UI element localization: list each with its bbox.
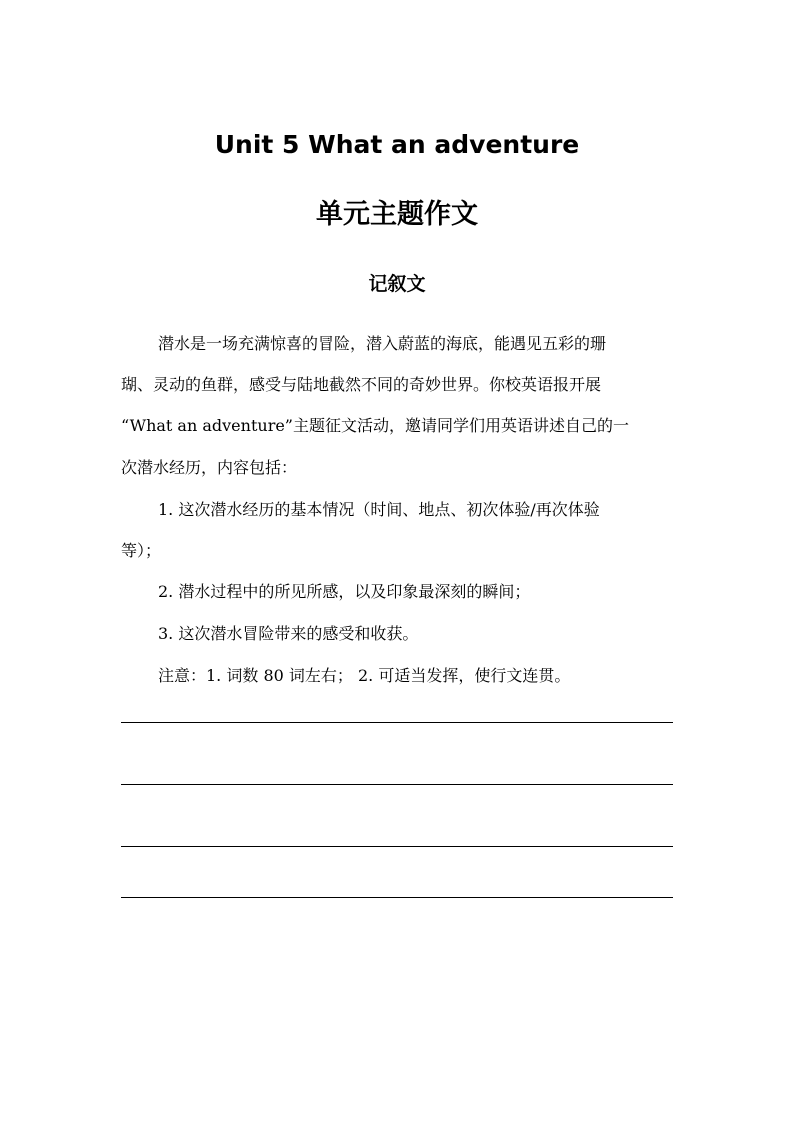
- prompt-line-4: 次潜水经历，内容包括：: [121, 458, 298, 477]
- note: 注意：1. 词数 80 词左右； 2. 可适当发挥，使行文连贯。: [158, 666, 571, 685]
- section-subtitle: 单元主题作文: [316, 199, 478, 230]
- requirement-3: 3. 这次潜水冒险带来的感受和收获。: [158, 624, 419, 643]
- prompt-line-3: “What an adventure”主题征文活动，邀请同学们用英语讲述自己的一: [121, 416, 629, 435]
- prompt-line-1: 潜水是一场充满惊喜的冒险，潜入蔚蓝的海底，能遇见五彩的珊: [158, 334, 607, 353]
- answer-line-4[interactable]: [121, 897, 673, 898]
- requirement-2: 2. 潜水过程中的所见所感，以及印象最深刻的瞬间；: [158, 582, 531, 601]
- answer-line-1[interactable]: [121, 722, 673, 723]
- prompt-line-2: 瑚、灵动的鱼群，感受与陆地截然不同的奇妙世界。你校英语报开展: [121, 375, 602, 394]
- requirement-1-line-2: 等）；: [121, 541, 162, 560]
- answer-line-3[interactable]: [121, 846, 673, 847]
- genre-label: 记叙文: [368, 273, 426, 295]
- requirement-1-line-1: 1. 这次潜水经历的基本情况（时间、地点、初次体验/再次体验: [158, 500, 600, 519]
- answer-line-2[interactable]: [121, 784, 673, 785]
- unit-title: Unit 5 What an adventure: [214, 130, 580, 159]
